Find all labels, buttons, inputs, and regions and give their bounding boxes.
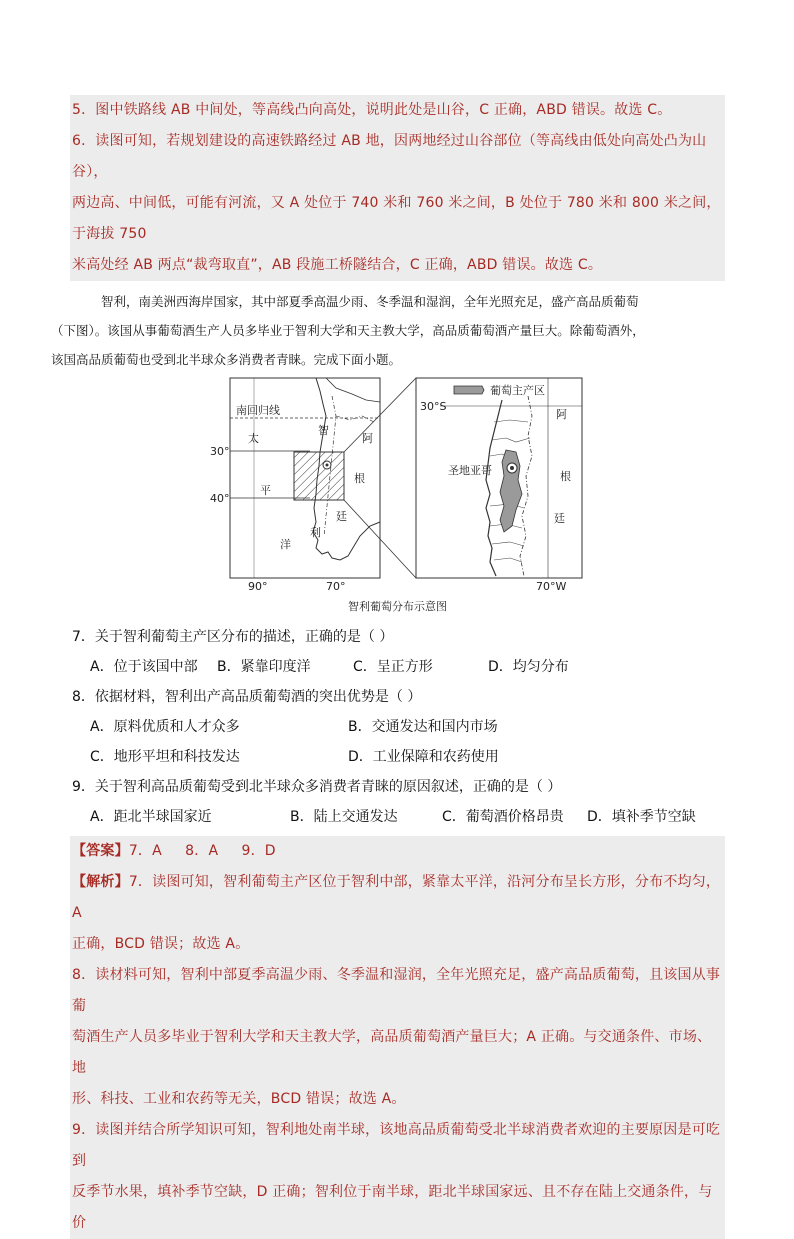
explanation-q6-line1: 6．读图可知，若规划建设的高速铁路经过 AB 地，因两地经过山谷部位（等高线由低处向高处凸为山谷）， [72,133,707,180]
explanation-q6-line2: 两边高、中间低，可能有河流，又 A 处位于 740 米和 760 米之间，B 处位于 780 米和 800 米之间，于海拔 750 [72,195,721,242]
map-svg [70,376,725,598]
question-7-stem: 7．关于智利葡萄主产区分布的描述，正确的是（ ） [72,629,394,645]
answer-line [72,836,723,867]
explanation-block-top [70,95,725,281]
q7-option-b[interactable]: B．紧靠印度洋 [217,659,311,675]
argentina-label-right-2: 根 [560,470,571,483]
question-8-stem: 8．依据材料，智利出产高品质葡萄酒的突出优势是（ ） [72,689,422,705]
q8-option-a[interactable]: A．原料优质和人才众多 [90,719,240,735]
grape-region-box [294,452,344,500]
q7-option-a[interactable]: A．位于该国中部 [90,659,198,675]
q8-option-b[interactable]: B．交通发达和国内市场 [348,719,498,735]
ocean-label-1: 太 [248,432,259,445]
chile-label-1: 智 [318,424,329,437]
q8-option-c[interactable]: C．地形平坦和科技发达 [90,749,240,765]
question-8 [70,682,725,712]
lat30s-label: 30°S [420,400,447,413]
answer-text: 7．A 8．A 9．D [128,843,276,859]
passage-line1: 智利，南美洲西海岸国家，其中部夏季高温少雨、冬季温和湿润，全年光照充足，盛产高品质葡萄 [101,294,639,309]
analysis-q7-line2: 正确，BCD 错误；故选 A。 [72,936,250,952]
analysis-q8-line1: 8．读材料可知，智利中部夏季高温少雨、冬季温和湿润，全年光照充足，盛产高品质葡萄，且该国从事葡 [72,967,721,1014]
ocean-label-3: 洋 [280,538,291,551]
analysis-q9-line1: 9．读图并结合所学知识可知，智利地处南半球，该地高品质葡萄受北半球消费者欢迎的主要原因是可吃到 [72,1122,721,1169]
chile-grape-map-figure [70,376,725,616]
argentina-label-right-1: 阿 [556,408,567,421]
q9-option-b[interactable]: B．陆上交通发达 [290,809,398,825]
analysis-q8-line3: 形、科技、工业和农药等无关，BCD 错误；故选 A。 [72,1091,406,1107]
question-8-options-row1 [70,712,725,742]
argentina-label-left-1: 阿 [362,432,373,445]
argentina-label-right-3: 廷 [554,512,565,525]
argentina-label-left-3: 廷 [336,510,347,523]
analysis-q9-line2: 反季节水果，填补季节空缺，D 正确；智利位于南半球，距北半球国家远、且不存在陆上交通条件，与价 [72,1184,713,1231]
q7-option-c[interactable]: C．呈正方形 [353,659,433,675]
explanation-q5: 5．图中铁路线 AB 中间处，等高线凸向高处，说明此处是山谷，C 正确，ABD 错误。故选 C。 [72,102,672,118]
lon70-label: 70° [326,580,346,593]
q8-option-d[interactable]: D．工业保障和农药使用 [348,749,499,765]
question-9 [70,772,725,802]
legend-swatch [454,386,484,394]
passage-line3: 该国高品质葡萄也受到北半球众多消费者青睐。完成下面小题。 [51,352,402,367]
map-caption: 智利葡萄分布示意图 [348,600,447,613]
argentina-label-left-2: 根 [354,472,365,485]
q9-option-a[interactable]: A．距北半球国家近 [90,809,212,825]
q9-option-d[interactable]: D．填补季节空缺 [587,809,696,825]
q7-option-d[interactable]: D．均匀分布 [488,659,569,675]
tropic-label: 南回归线 [236,404,280,417]
answer-block [70,836,725,1239]
q9-option-c[interactable]: C．葡萄酒价格昂贵 [442,809,564,825]
ocean-label-2: 平 [260,484,271,497]
santiago-label: 圣地亚哥 [448,464,492,477]
reading-passage [51,287,725,374]
analysis-tag: 【解析】 [72,874,129,890]
passage-line2: （下图）。该国从事葡萄酒生产人员多毕业于智利大学和天主教大学，高品质葡萄酒产量巨大。除葡萄酒外， [51,323,645,338]
chile-label-2: 利 [310,526,321,539]
lon70w-label: 70°W [536,580,567,593]
question-9-options [70,802,725,832]
answer-tag: 【答案】 [72,843,129,859]
analysis-q8-line2: 萄酒生产人员多毕业于智利大学和天主教大学，高品质葡萄酒产量巨大；A 正确。与交通条件、市场、地 [72,1029,712,1076]
lat40-label: 40° [210,492,230,505]
lat30-label: 30° [210,445,230,458]
lon90-label: 90° [248,580,268,593]
question-7-options [70,652,725,682]
page [51,95,725,1239]
question-8-options-row2 [70,742,725,772]
analysis-q7-line1 [72,867,723,929]
explanation-q6-line3: 米高处经 AB 两点“裁弯取直”，AB 段施工桥隧结合，C 正确，ABD 错误。故选 C。 [72,257,603,273]
question-9-stem: 9．关于智利高品质葡萄受到北半球众多消费者青睐的原因叙述，正确的是（ ） [72,779,562,795]
analysis-q7-text1: 7．读图可知，智利葡萄主产区位于智利中部，紧靠太平洋，沿河分布呈长方形，分布不均匀，A [72,874,721,921]
question-7 [70,622,725,652]
legend-label: 葡萄主产区 [490,384,545,397]
